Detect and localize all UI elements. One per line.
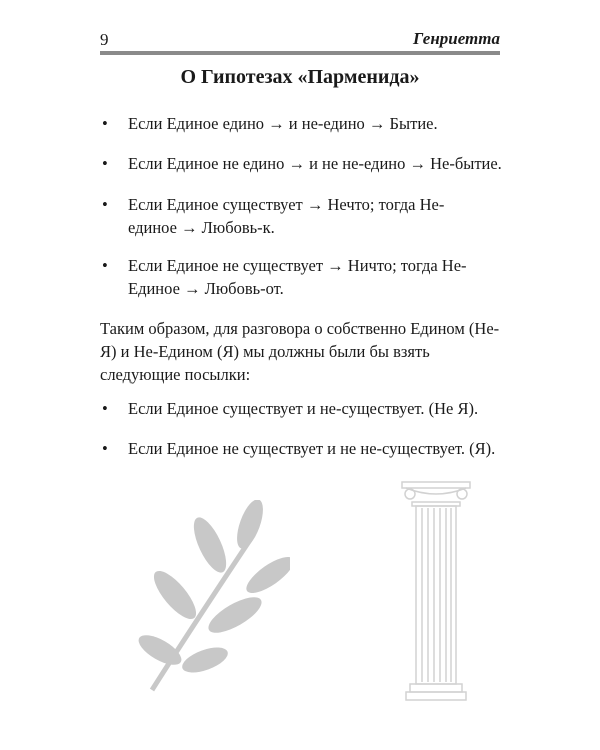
list-item	[100, 254, 510, 300]
running-title: Генриетта	[413, 29, 500, 48]
body-paragraph: Таким образом, для разговора о собственно Едином (Не-Я) и Не-Едином (Я) мы должны были бы взять следующие посылки:	[100, 319, 500, 384]
page-header	[100, 28, 500, 50]
bullet-icon: •	[102, 256, 108, 275]
list-item-text: Если Единое существует и не-существует. (Не Я).	[128, 399, 479, 418]
list-item	[100, 437, 510, 460]
list-item-text: Если Единое не существует и не не-существует. (Я).	[128, 439, 496, 458]
bullet-icon: •	[102, 439, 108, 458]
list-item	[100, 397, 510, 420]
list-item	[100, 152, 510, 175]
section-title: О Гипотезах «Парменида»	[180, 66, 420, 88]
list-item-text: Если Единое не едино → и не не-едино → Не-бытие.	[128, 154, 502, 173]
bullet-icon: •	[102, 154, 108, 173]
column-icon	[400, 478, 472, 704]
olive-branch-icon	[130, 500, 290, 700]
page-number: 9	[100, 30, 109, 49]
list-item-text: Если Единое едино → и не-едино → Бытие.	[128, 114, 438, 133]
header-rule	[100, 51, 500, 55]
list-item	[100, 193, 510, 239]
bullet-icon: •	[102, 114, 108, 133]
list-item-text: Если Единое не существует → Ничто; тогда Не-Единое → Любовь-от.	[128, 256, 467, 298]
bullet-icon: •	[102, 195, 108, 214]
list-item-text: Если Единое существует → Нечто; тогда Не-единое → Любовь-к.	[128, 195, 445, 237]
list-item	[100, 112, 510, 135]
bullet-icon: •	[102, 399, 108, 418]
